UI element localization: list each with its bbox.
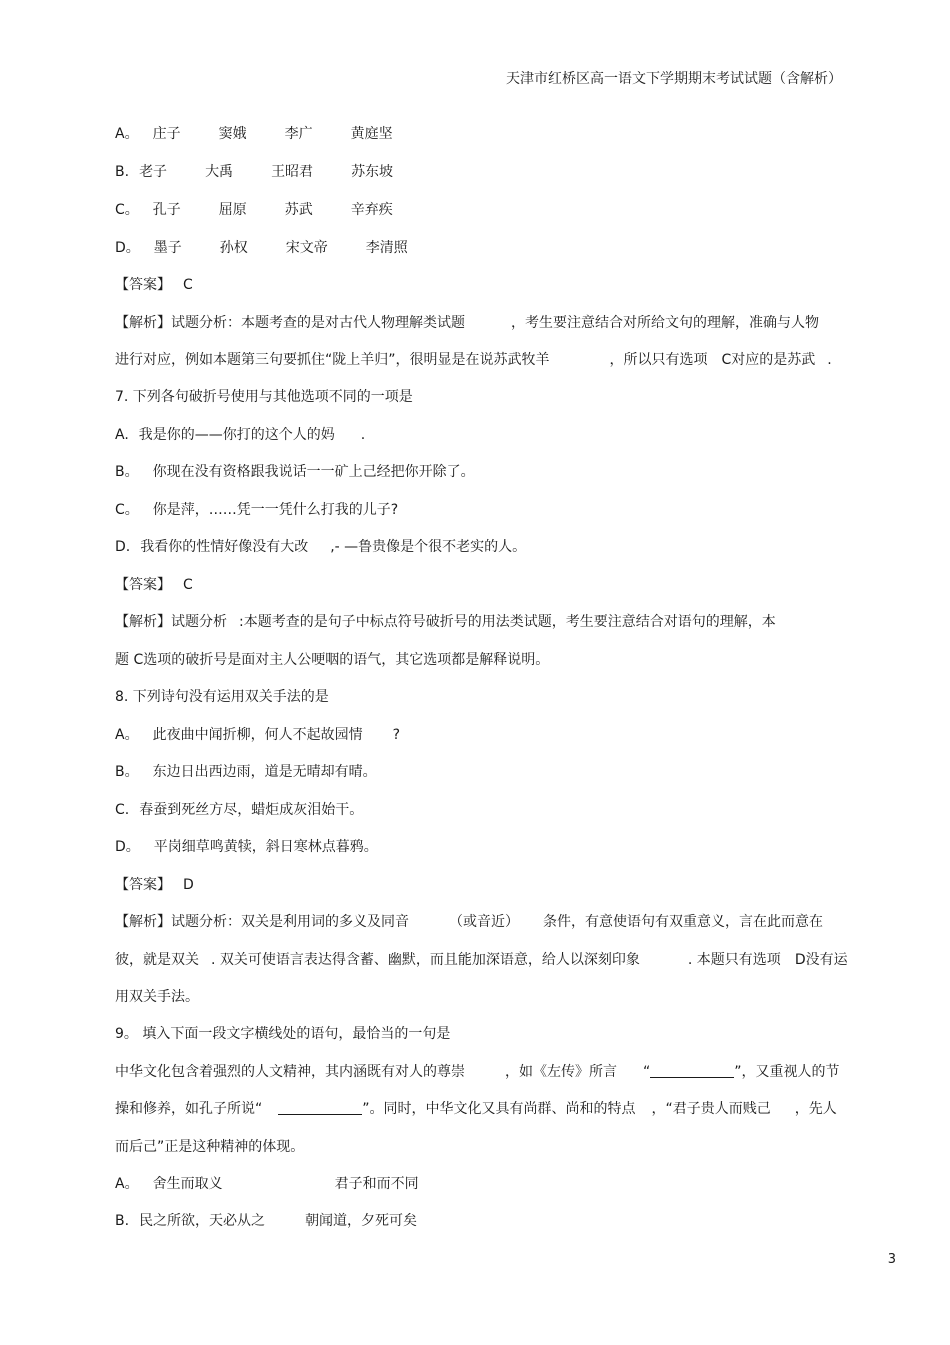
option-item: 李清照 — [365, 240, 408, 256]
analysis-text: 试题分析：本题考查的是对古代人物理解类试题 — [171, 315, 465, 331]
q8-option-a — [115, 726, 400, 744]
option-label: B。 — [115, 464, 139, 480]
q8-analysis-line-2 — [115, 951, 848, 969]
option-label: D. — [115, 539, 131, 555]
option-item: 庄子 — [152, 126, 181, 142]
option-item: 孔子 — [152, 202, 181, 218]
q6-analysis-line-1 — [115, 314, 819, 332]
fill-blank-1 — [650, 1063, 734, 1078]
q6-option-d — [115, 239, 408, 257]
option-text: 我是你的——你打的这个人的妈 — [138, 427, 335, 443]
option-text: 舍生而取义 — [152, 1176, 223, 1192]
analysis-tag: 【解析】 — [115, 614, 171, 630]
option-item: 苏东坡 — [351, 164, 394, 180]
q7-option-a — [115, 426, 365, 444]
answer-value: D — [183, 877, 194, 893]
answer-tag: 【答案】 — [115, 877, 171, 893]
option-label: B. — [115, 164, 130, 180]
q8-option-b — [115, 763, 377, 781]
analysis-text: 彼，就是双关 — [115, 952, 199, 968]
option-text: 平岗细草鸣黄犊，斜日寒林点暮鸦。 — [153, 839, 378, 855]
option-item: 墨子 — [153, 240, 182, 256]
option-text: 你现在没有资格跟我说话一一矿上己经把你开除了。 — [152, 464, 475, 480]
option-text: 民之所欲，天必从之 — [139, 1213, 266, 1229]
passage-text: ”。同时，中华文化又具有尚群、尚和的特点 — [362, 1101, 636, 1117]
option-item: 窦娥 — [218, 126, 247, 142]
passage-text: “ — [643, 1064, 651, 1080]
option-text: 君子和而不同 — [334, 1176, 419, 1192]
q7-option-c — [115, 501, 398, 519]
answer-value: C — [183, 577, 193, 593]
passage-text: ”，又重视人的节 — [734, 1064, 840, 1080]
q8-answer — [115, 876, 194, 894]
option-label: A。 — [115, 1176, 139, 1192]
passage-text: ，先人 — [794, 1101, 837, 1117]
analysis-text: . 本题只有选项 — [687, 952, 781, 968]
option-text: 我看你的性情好像没有大改 — [140, 539, 309, 555]
page-header: 天津市红桥区高一语文下学期期末考试试题（含解析） — [506, 71, 842, 87]
option-item: 老子 — [139, 164, 168, 180]
analysis-text: . — [827, 352, 832, 368]
option-text: 此夜曲中闻折柳，何人不起故园情 — [152, 727, 363, 743]
option-item: 大禹 — [205, 164, 234, 180]
option-text: 朝闻道，夕死可矣 — [305, 1213, 418, 1229]
option-label: C. — [115, 802, 130, 818]
option-label: D。 — [115, 240, 140, 256]
analysis-text: ，所以只有选项 — [609, 352, 708, 368]
option-item: 孙权 — [219, 240, 248, 256]
option-text: . — [360, 427, 366, 443]
option-label: D。 — [115, 839, 140, 855]
answer-value: C — [183, 277, 193, 293]
q6-analysis-line-2 — [115, 351, 832, 369]
option-item: 李广 — [284, 126, 313, 142]
option-label: A。 — [115, 727, 139, 743]
analysis-text: . 双关可使语言表达得含蓄、幽默，而且能加深语意，给人以深刻印象 — [211, 952, 640, 968]
option-text: ? — [392, 727, 401, 743]
passage-text: 中华文化包含着强烈的人文精神，其内涵既有对人的尊崇 — [115, 1064, 465, 1080]
q6-option-a — [115, 125, 393, 143]
q7-analysis-line-2: 题 C选项的破折号是面对主人公哽咽的语气，其它选项都是解释说明。 — [115, 652, 550, 668]
option-label: A. — [115, 427, 129, 443]
analysis-text: 试题分析：双关是利用词的多义及同音 — [171, 914, 409, 930]
q9-passage-line-1 — [115, 1063, 840, 1081]
option-item: 屈原 — [218, 202, 247, 218]
q8-stem: 8. 下列诗句没有运用双关手法的是 — [115, 689, 329, 705]
q8-analysis-line-1 — [115, 913, 823, 931]
option-label: C。 — [115, 202, 139, 218]
option-label: B。 — [115, 764, 139, 780]
analysis-text: C对应的是苏武 — [721, 352, 816, 368]
page-number: 3 — [887, 1252, 896, 1267]
passage-text: ，如《左传》所言 — [505, 1064, 617, 1080]
q9-stem: 9。 填入下面一段文字横线处的语句，最恰当的一句是 — [115, 1026, 451, 1042]
analysis-text: ，考生要注意结合对所给文句的理解，准确与人物 — [511, 315, 819, 331]
option-item: 王昭君 — [271, 164, 314, 180]
analysis-text: 进行对应，例如本题第三句要抓住“陇上羊归”，很明显是在说苏武牧羊 — [115, 352, 550, 368]
q7-answer — [115, 576, 193, 594]
option-item: 黄庭坚 — [350, 126, 393, 142]
q7-option-d — [115, 538, 526, 556]
q6-option-c — [115, 201, 393, 219]
option-item: 宋文帝 — [285, 240, 328, 256]
passage-text: 操和修养，如孔子所说“ — [115, 1101, 263, 1117]
q9-passage-line-3: 而后己”正是这种精神的体现。 — [115, 1139, 305, 1155]
passage-text: ，“君子贵人而贱己 — [651, 1101, 771, 1117]
q8-analysis-line-3: 用双关手法。 — [115, 989, 199, 1005]
q9-option-b — [115, 1212, 417, 1230]
answer-tag: 【答案】 — [115, 577, 171, 593]
fill-blank-2 — [278, 1100, 362, 1115]
option-label: B. — [115, 1213, 130, 1229]
option-text: 你是萍，……凭一一凭什么打我的儿子? — [152, 502, 399, 518]
q6-option-b — [115, 163, 393, 181]
analysis-text: D没有运 — [794, 952, 848, 968]
option-text: ,- —鲁贵像是个很不老实的人。 — [330, 539, 527, 555]
option-item: 辛弃疾 — [350, 202, 393, 218]
option-item: 苏武 — [284, 202, 313, 218]
option-text: 东边日出西边雨，道是无晴却有晴。 — [152, 764, 377, 780]
analysis-tag: 【解析】 — [115, 914, 171, 930]
q9-passage-line-2 — [115, 1100, 837, 1118]
option-label: A。 — [115, 126, 139, 142]
analysis-text: :本题考查的是句子中标点符号破折号的用法类试题，考生要注意结合对语句的理解，本 — [239, 614, 776, 630]
analysis-tag: 【解析】 — [115, 315, 171, 331]
q7-option-b — [115, 463, 475, 481]
q7-analysis-line-1 — [115, 613, 776, 631]
q7-stem: 7. 下列各句破折号使用与其他选项不同的一项是 — [115, 389, 413, 405]
option-text: 春蚕到死丝方尽，蜡炬成灰泪始干。 — [139, 802, 364, 818]
q8-option-d — [115, 838, 378, 856]
analysis-text: 试题分析 — [171, 614, 227, 630]
q8-option-c — [115, 801, 363, 819]
q9-option-a — [115, 1175, 419, 1193]
option-label: C。 — [115, 502, 139, 518]
q6-answer — [115, 276, 193, 294]
analysis-text: 条件，有意使语句有双重意义，言在此而意在 — [543, 914, 823, 930]
answer-tag: 【答案】 — [115, 277, 171, 293]
analysis-text: （或音近） — [449, 914, 519, 930]
